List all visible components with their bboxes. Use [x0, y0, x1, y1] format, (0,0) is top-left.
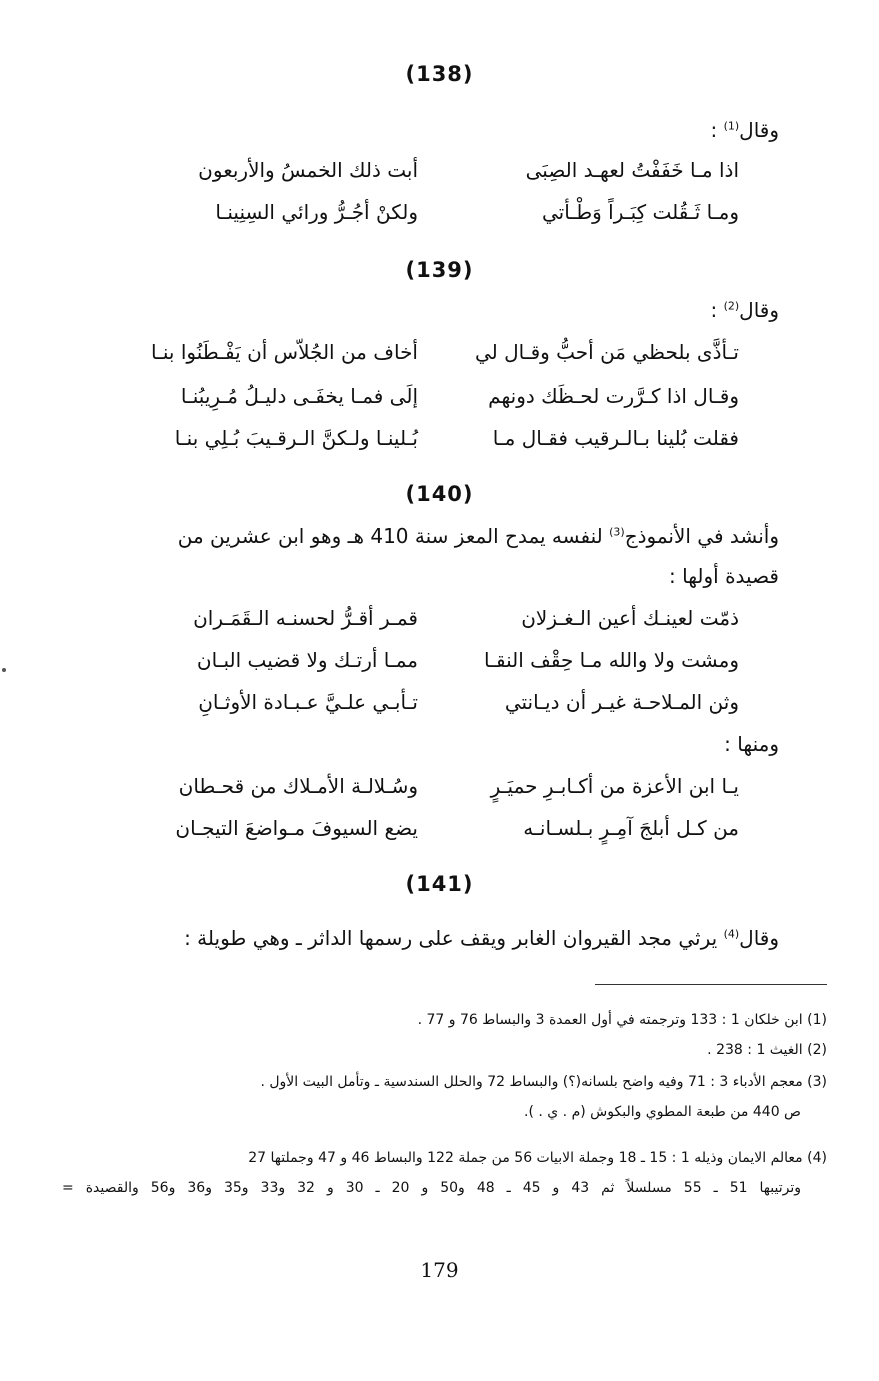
footnote-3-continuation: ص 440 من طبعة المطوي والبكوش (م . ي . ).	[524, 1104, 801, 1120]
footnote-3: (3) معجم الأدباء 3 : 71 وفيه واضح بلسانه(؟) والبساط 72 والحلل السندسية ـ وتأمل البيت الأول .	[260, 1074, 827, 1090]
verse-139-3-second: بُـلينـا ولـكنَّ الـرقـيبَ بُـلِي بنـا	[174, 426, 418, 450]
verse-138-2-second: ولكنْ أجُـرُّ ورائي السِنِينـا	[215, 200, 418, 224]
section-141-intro: وقال$^{(4)}$ يرثي مجد القيروان الغابر ويقف على رسمها الداثر ـ وهي طويلة :	[184, 926, 779, 950]
section-number-140: (140)	[405, 482, 474, 506]
section-138-intro: وقال$^{(1)}$ :	[710, 118, 779, 142]
verse-138-1-first: اذا مـا خَفَفْتُ لعهـد الصِبَى	[525, 158, 739, 182]
footnote-1: (1) ابن خلكان 1 : 133 وترجمته في أول العمدة 3 والبساط 76 و 77 .	[417, 1012, 827, 1028]
verse-139-3-first: فقلت بُلينا بـالـرقيب فقـال مـا	[492, 426, 739, 450]
section-140-prose-line-1: وأنشد في الأنموذج$^{(3)}$ لنفسه يمدح المعز سنة 410 هـ وهو ابن عشرين من	[177, 524, 779, 548]
section-number-141: (141)	[405, 872, 474, 896]
footnote-4-continuation: وترتيبها 51 ـ 55 مسلسلاً ثم 43 و 45 ـ 48 و50 و 20 ـ 30 و 32 و33 و35 و36 و56 والقصيدة =	[62, 1180, 801, 1196]
footnote-2: (2) الغيث 1 : 238 .	[707, 1042, 827, 1058]
verse-140-2-second: ممـا أرتـك ولا قضيب البـان	[196, 648, 418, 672]
verse-140-3-second: تـأبـي علـيَّ عـبـادة الأوثـانِ	[198, 690, 418, 714]
verse-140-4-second: وسُـلالـة الأمـلاك من قحـطان	[178, 774, 418, 798]
section-number-138: (138)	[405, 62, 474, 86]
verse-140-5-first: من كـل أبلجَ آمِـرٍ بـلسـانـه	[523, 816, 739, 840]
verse-139-2-second: إلَى فمـا يخفَـى دليـلُ مُـرِيبُنـا	[180, 384, 418, 408]
verse-140-1-second: قمـر أقـرُّ لحسنـه الـقَمَـران	[193, 606, 418, 630]
verse-140-3-first: وثن المـلاحـة غيـر أن ديـانتي	[504, 690, 739, 714]
section-140-prose-line-2: قصيدة أولها :	[669, 564, 779, 588]
verse-138-2-first: ومـا ثَـقُلت كِبَـراً وَطْـأتي	[542, 200, 739, 224]
verse-140-5-second: يضع السيوفَ مـواضعَ التيجـان	[175, 816, 418, 840]
page-number: 179	[420, 1258, 459, 1282]
verse-140-1-first: ذمّت لعينـك أعين الـغـزلان	[521, 606, 739, 630]
verse-138-1-second: أبت ذلك الخمسُ والأربعون	[198, 158, 418, 182]
verse-139-1-first: تـأذَّى بلحظي مَن أحبُّ وقـال لي	[474, 340, 739, 364]
verse-139-2-first: وقـال اذا كـرَّرت لحـظَك دونهم	[488, 384, 739, 408]
footnote-separator	[595, 984, 827, 985]
verse-140-4-first: يـا ابن الأعزة من أكـابـرِ حميَـرٍ	[490, 774, 739, 798]
verse-140-2-first: ومشت ولا والله مـا حِقْف النقـا	[484, 648, 739, 672]
section-139-intro: وقال$^{(2)}$ :	[710, 298, 779, 322]
scan-speck	[2, 668, 6, 672]
section-140-minha: ومنها :	[724, 732, 779, 756]
section-number-139: (139)	[405, 258, 474, 282]
footnote-4: (4) معالم الايمان وذيله 1 : 15 ـ 18 وجملة الابيات 56 من جملة 122 والبساط 46 و 47 وجملتها 27	[248, 1150, 827, 1166]
verse-139-1-second: أخاف من الجُلاّس أن يَفْـطَنُوا بنـا	[150, 340, 418, 364]
